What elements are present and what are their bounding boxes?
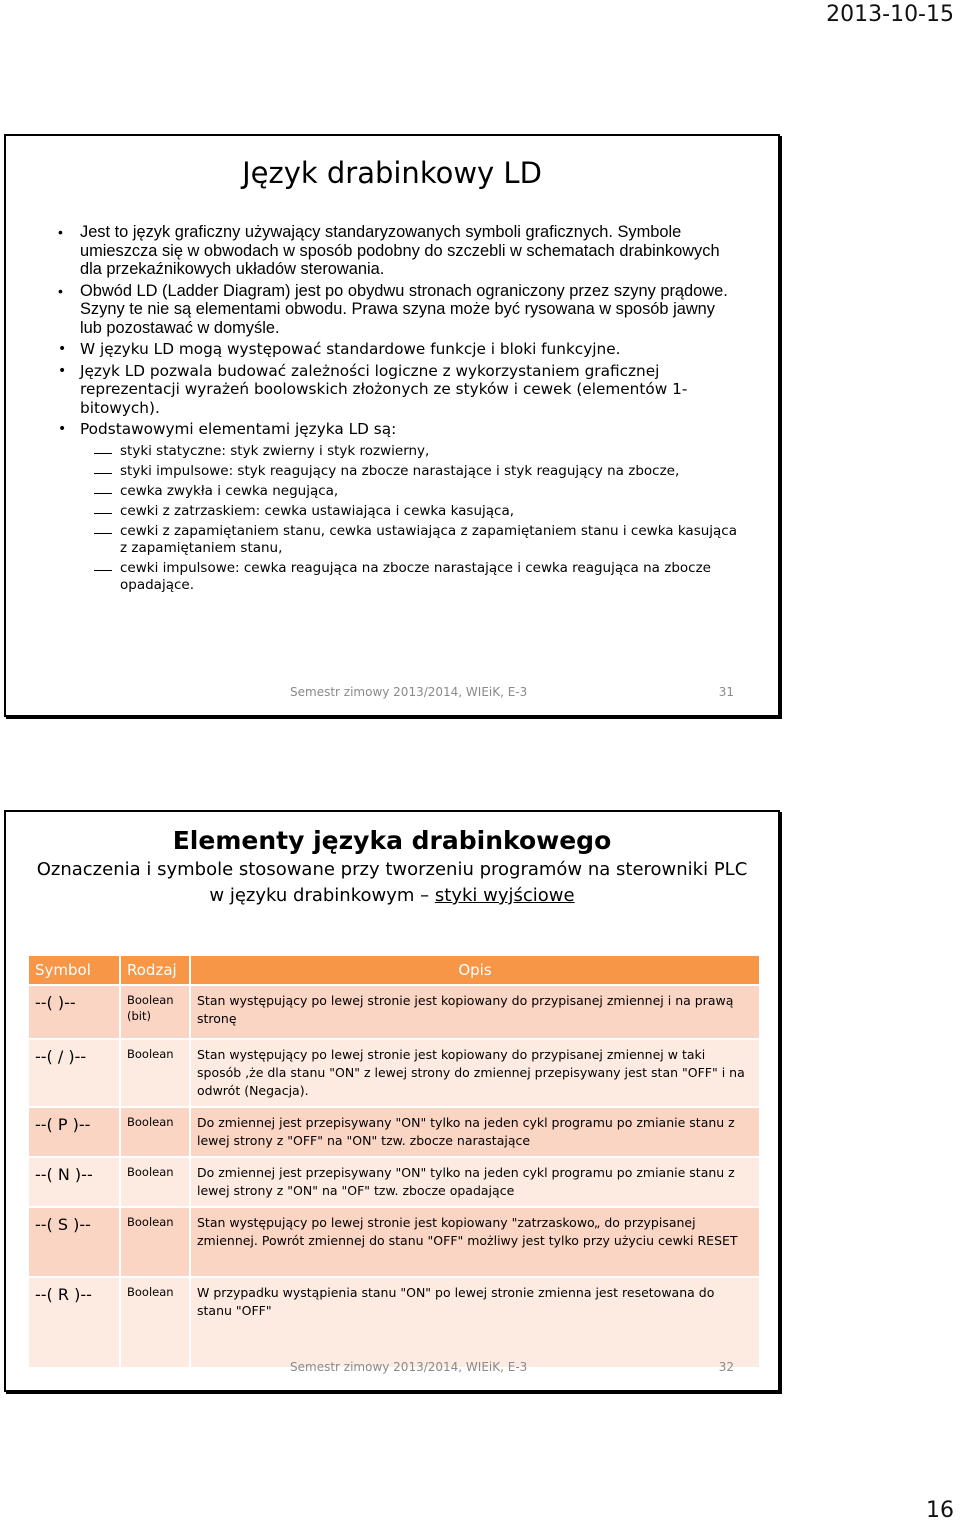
cell-description: Do zmiennej jest przepisywany "ON" tylko na jeden cykl programu po zmianie stanu z lewej strony z "OFF" na "ON" tzw. zbocze narastające [190,1107,760,1157]
ld-elements-table [29,956,761,1367]
slide-title [6,156,778,190]
slide-title: Elementy języka drabinkowego [172,826,612,855]
slide-number: 31 [718,685,734,699]
cell-kind: Boolean [120,1039,190,1107]
cell-description: Stan występujący po lewej stronie jest kopiowany do przypisanej zmiennej w taki sposób ,że dla stanu "ON" z lewej strony do zmiennej przepisywany jest stan "OFF" i na odwrót (Negacja). [190,1039,760,1107]
cell-kind: Boolean (bit) [120,985,190,1039]
table-row [29,1277,760,1367]
cell-symbol: --( N )-- [29,1157,120,1207]
cell-description: Stan występujący po lewej stronie jest kopiowany do przypisanej zmiennej i na prawą stronę [190,985,760,1039]
sub-bullet-item: styki statyczne: styk zwierny i styk rozwierny, [80,443,738,460]
sub-bullet-list [80,443,738,594]
cell-description: W przypadku wystąpienia stanu "ON" po lewej stronie zmienna jest resetowana do stanu "OFF" [190,1277,760,1367]
cell-symbol: --( R )-- [29,1277,120,1367]
header-symbol: Symbol [29,956,120,985]
page-date: 2013-10-15 [826,2,954,27]
cell-symbol: --( P )-- [29,1107,120,1157]
table-row [29,1107,760,1157]
cell-kind: Boolean [120,1277,190,1367]
sub-bullet-item: cewka zwykła i cewka negująca, [80,483,738,500]
table-row [29,1207,760,1277]
header-kind: Rodzaj [120,956,190,985]
slide-title-text: Język drabinkowy LD [242,156,542,190]
bullet-item [58,420,738,594]
cell-symbol: --( S )-- [29,1207,120,1277]
slide-subtitle [36,857,748,909]
slide-31 [4,134,780,717]
table-header-row [29,956,760,985]
slide-footer: Semestr zimowy 2013/2014, WIEiK, E-3 [290,1360,528,1374]
bullet-item: • W języku LD mogą występować standardowe funkcje i bloki funkcyjne. [58,340,738,359]
sub-bullet-item: cewki z zatrzaskiem: cewka ustawiająca i cewka kasująca, [80,503,738,520]
sub-bullet-item: cewki z zapamiętaniem stanu, cewka ustawiająca z zapamiętaniem stanu i cewka kasująca z zapamiętaniem stanu, [80,523,738,557]
slide-number: 32 [718,1360,734,1374]
table-row [29,1039,760,1107]
cell-symbol: --( / )-- [29,1039,120,1107]
cell-description: Do zmiennej jest przepisywany "ON" tylko na jeden cykl programu po zmianie stanu z lewej strony z "ON" na "OF" tzw. zbocze opadające [190,1157,760,1207]
header-description: Opis [190,956,760,985]
sub-bullet-item: cewki impulsowe: cewka reagująca na zbocze narastające i cewka reagująca na zbocze opadające. [80,560,738,594]
cell-description: Stan występujący po lewej stronie jest kopiowany "zatrzaskowo„ do przypisanej zmiennej. Powrót zmiennej do stanu "OFF" możliwy jest tylko przy użyciu cewki RESET [190,1207,760,1277]
sub-bullet-item: styki impulsowe: styk reagujący na zbocze narastające i styk reagujący na zbocze, [80,463,738,480]
cell-kind: Boolean [120,1157,190,1207]
cell-kind: Boolean [120,1207,190,1277]
bullet-list [58,223,738,597]
slide-32 [4,810,780,1392]
page-number: 16 [926,1498,954,1523]
slide-footer: Semestr zimowy 2013/2014, WIEiK, E-3 [290,685,528,699]
cell-symbol: --( )-- [29,985,120,1039]
subtitle-highlight: styki wyjściowe [434,885,575,906]
bullet-item: • Obwód LD (Ladder Diagram) jest po obydwu stronach ograniczony przez szyny prądowe. Szyny te nie są elementami obwodu. Prawa szyna może być rysowana w sposób jawny lub pozostawać w domyśle. [58,282,738,338]
table-row [29,1157,760,1207]
bullet-item-text: Podstawowymi elementami języka LD są: [80,420,397,438]
bullet-item: • Język LD pozwala budować zależności logiczne z wykorzystaniem graficznej reprezentacji wyrażeń boolowskich złożonych ze styków i cewek (elementów 1-bitowych). [58,362,738,418]
subtitle-text: Oznaczenia i symbole stosowane przy tworzeniu programów na sterowniki PLC w języku drabinkowym – [36,859,748,906]
cell-kind: Boolean [120,1107,190,1157]
bullet-item: • Jest to język graficzny używający standaryzowanych symboli graficznych. Symbole umieszcza się w obwodach w sposób podobny do szczebli w schematach drabinkowych dla przekaźnikowych układów sterowania. [58,223,738,279]
table-row [29,985,760,1039]
